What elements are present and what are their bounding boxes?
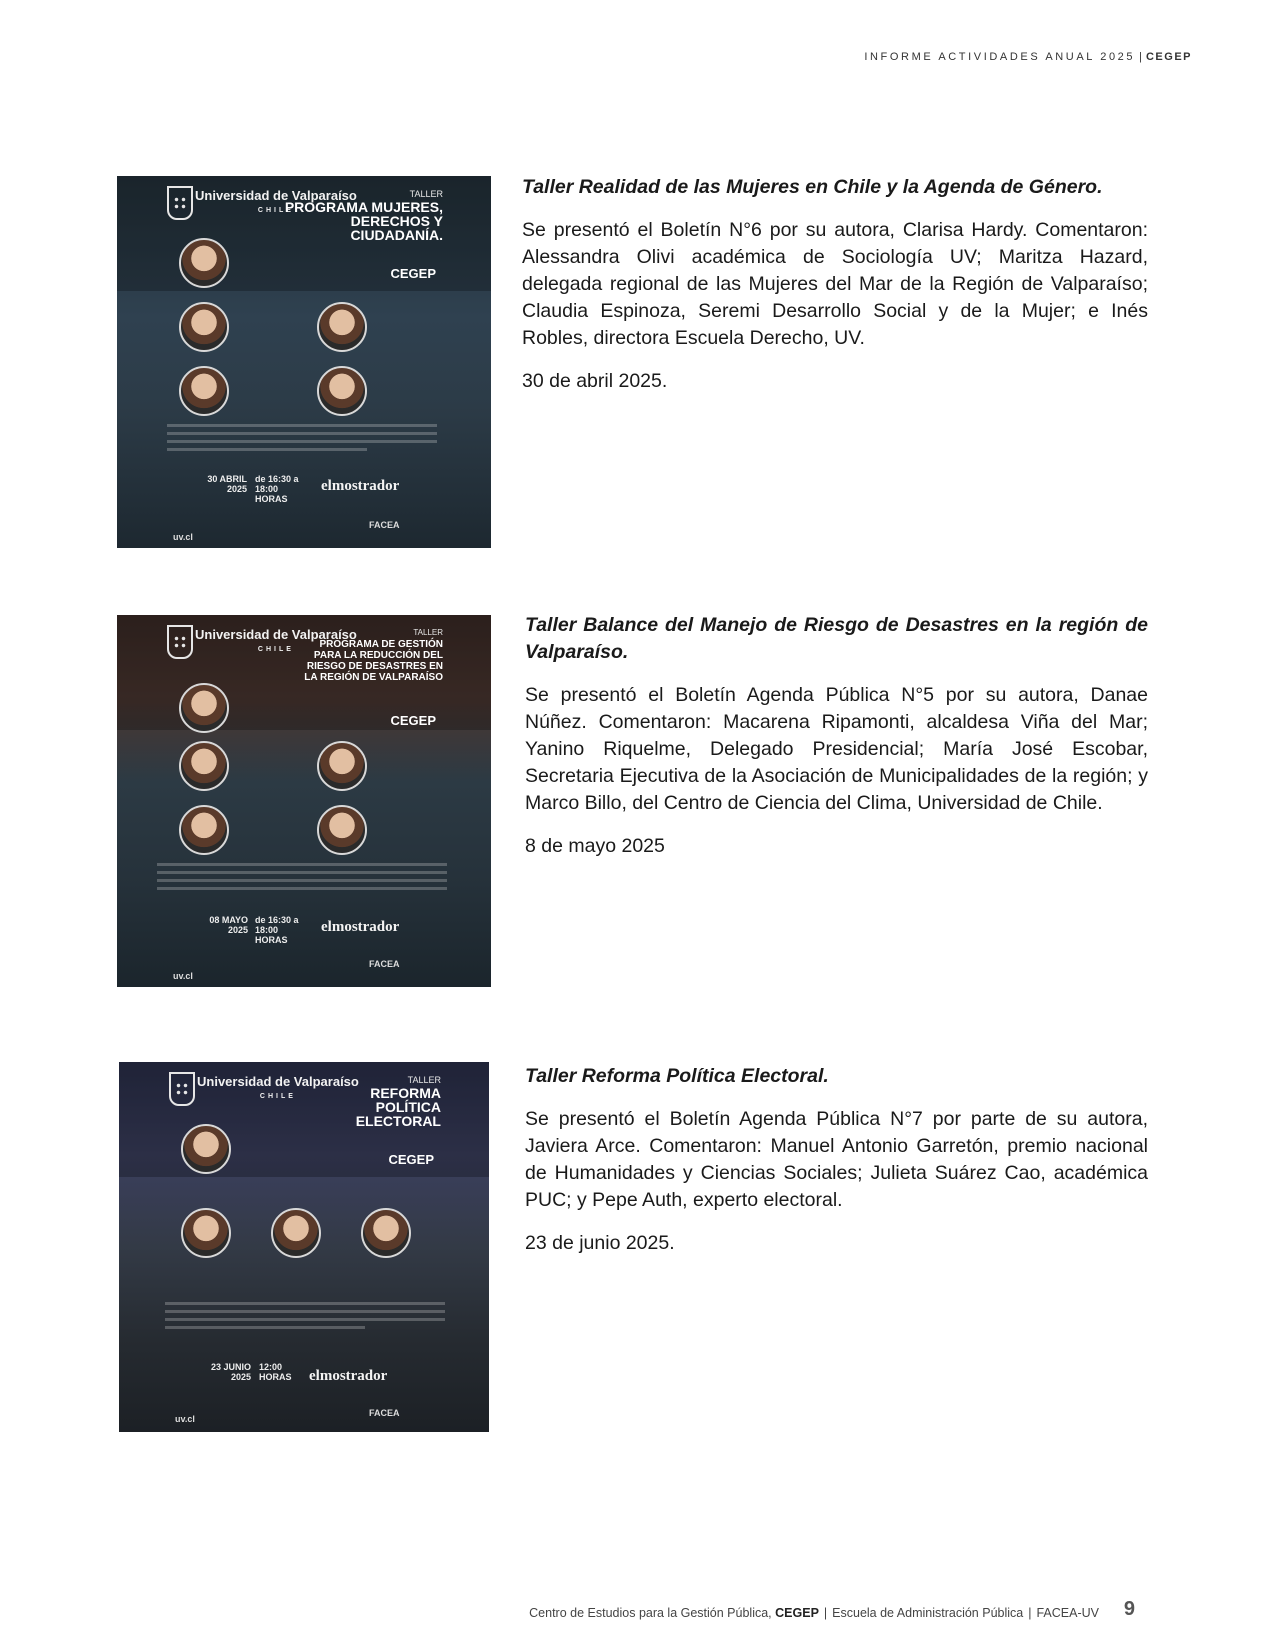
poster-text-line — [165, 1326, 365, 1329]
header-brand: CEGEP — [1145, 51, 1192, 63]
poster-text-line — [157, 887, 447, 890]
poster-text-line — [167, 432, 437, 435]
poster-facea-logo: FACEA — [369, 959, 400, 969]
poster-headline: TALLER PROGRAMA MUJERES, DERECHOS Y CIUDADANÍA. — [284, 189, 443, 243]
poster-text-line — [167, 448, 367, 451]
poster-text-line — [157, 871, 447, 874]
event-entry-3 — [525, 1063, 1148, 1273]
university-shield-icon — [169, 1072, 195, 1106]
event-description: Se presentó el Boletín N°6 por su autora, Clarisa Hardy. Comentaron: Alessandra Olivi académica de Sociología UV; Maritza Hazard, delegada regional de las Mujeres del Mar de la Región de Valparaíso; Claudia Espinoza, Seremi Desarrollo Social y de la Mujer; e Inés Robles, directora Escuela Derecho, UV. — [522, 219, 1148, 349]
poster-author-photo — [179, 238, 229, 288]
poster-panelist-photo — [271, 1208, 321, 1258]
poster-org-logo: CEGEP — [390, 266, 436, 281]
event-description: Se presentó el Boletín Agenda Pública N°7 por parte de su autora, Javiera Arce. Comentaron: Manuel Antonio Garretón, premio nacional de Humanidades y Ciencias Sociales; Julieta Suárez Cao, académica PUC; y Pepe Auth, experto electoral. — [525, 1108, 1148, 1211]
footer-school: Escuela de Administración Pública — [832, 1606, 1024, 1620]
event-date: 23 de junio 2025. — [525, 1232, 675, 1254]
university-shield-icon — [167, 625, 193, 659]
poster-event-time: de 16:30 a 18:00 HORAS — [255, 915, 299, 945]
poster-panelist-photo — [361, 1208, 411, 1258]
event-entry-2 — [525, 612, 1148, 876]
footer-faculty: FACEA-UV — [1036, 1606, 1099, 1620]
poster-text-line — [165, 1302, 445, 1305]
poster-panelist-photo — [179, 366, 229, 416]
poster-event-time: de 16:30 a 18:00 HORAS — [255, 474, 299, 504]
poster-panelist-photo — [317, 741, 367, 791]
event-date: 30 de abril 2025. — [522, 370, 668, 392]
poster-text-line — [157, 879, 447, 882]
footer-center-brand: CEGEP — [775, 1606, 819, 1620]
footer-separator: | — [1028, 1606, 1032, 1620]
poster-event-date: 23 JUNIO 2025 — [210, 1362, 251, 1382]
event-poster-1 — [117, 176, 491, 548]
poster-uv-logo: uv.cl — [175, 1414, 195, 1424]
poster-headline: TALLER PROGRAMA DE GESTIÓN PARA LA REDUCCIÓN DEL RIESGO DE DESASTRES EN LA REGIÓN DE VALPARAÍSO — [304, 628, 443, 683]
poster-text-line — [165, 1318, 445, 1321]
event-title: Taller Balance del Manejo de Riesgo de Desastres en la región de Valparaíso. — [525, 614, 1148, 663]
event-poster-2 — [117, 615, 491, 987]
footer-center-name: Centro de Estudios para la Gestión Pública, — [529, 1606, 772, 1620]
poster-author-photo — [181, 1124, 231, 1174]
poster-text-line — [167, 440, 437, 443]
poster-headline: TALLER REFORMA POLÍTICA ELECTORAL — [355, 1075, 441, 1129]
poster-panelist-photo — [317, 302, 367, 352]
poster-event-date: 08 MAYO 2025 — [209, 915, 248, 935]
poster-event-date: 30 ABRIL 2025 — [207, 474, 247, 494]
poster-panelist-photo — [179, 741, 229, 791]
header-title: INFORME ACTIVIDADES ANUAL 2025 — [864, 51, 1136, 63]
poster-panelist-photo — [179, 805, 229, 855]
poster-facea-logo: FACEA — [369, 1408, 400, 1418]
poster-event-time: 12:00 HORAS — [259, 1362, 292, 1382]
poster-text-line — [157, 863, 447, 866]
poster-panelist-photo — [181, 1208, 231, 1258]
running-header — [864, 51, 1192, 63]
poster-panelist-photo — [317, 366, 367, 416]
poster-author-photo — [179, 683, 229, 733]
poster-university: Universidad de Valparaíso CHILE — [195, 627, 357, 653]
poster-uv-logo: uv.cl — [173, 532, 193, 542]
event-date: 8 de mayo 2025 — [525, 835, 665, 857]
page-footer — [529, 1606, 1099, 1620]
poster-university: Universidad de Valparaíso CHILE — [197, 1074, 359, 1100]
poster-text-line — [167, 424, 437, 427]
poster-uv-logo: uv.cl — [173, 971, 193, 981]
footer-separator: | — [823, 1606, 828, 1620]
event-poster-3 — [119, 1062, 489, 1432]
header-separator: | — [1139, 51, 1142, 63]
page-number: 9 — [1123, 1598, 1135, 1620]
poster-stream-logo: elmostrador — [309, 1368, 388, 1384]
poster-stream-logo: elmostrador — [321, 919, 400, 935]
poster-text-line — [165, 1310, 445, 1313]
poster-panelist-photo — [317, 805, 367, 855]
university-shield-icon — [167, 186, 193, 220]
poster-org-logo: CEGEP — [388, 1152, 434, 1167]
event-title: Taller Realidad de las Mujeres en Chile y la Agenda de Género. — [522, 176, 1103, 198]
poster-facea-logo: FACEA — [369, 520, 400, 530]
poster-university: Universidad de Valparaíso CHILE — [195, 188, 357, 214]
event-title: Taller Reforma Política Electoral. — [525, 1065, 829, 1087]
event-entry-1 — [522, 174, 1148, 411]
poster-org-logo: CEGEP — [390, 713, 436, 728]
poster-stream-logo: elmostrador — [321, 478, 400, 494]
poster-panelist-photo — [179, 302, 229, 352]
event-description: Se presentó el Boletín Agenda Pública N°5 por su autora, Danae Núñez. Comentaron: Macarena Ripamonti, alcaldesa Viña del Mar; Yanino Riquelme, Delegado Presidencial; María José Escobar, Secretaria Ejecutiva de la Asociación de Municipalidades de la región; y Marco Billo, del Centro de Ciencia del Clima, Universidad de Chile. — [525, 684, 1148, 814]
